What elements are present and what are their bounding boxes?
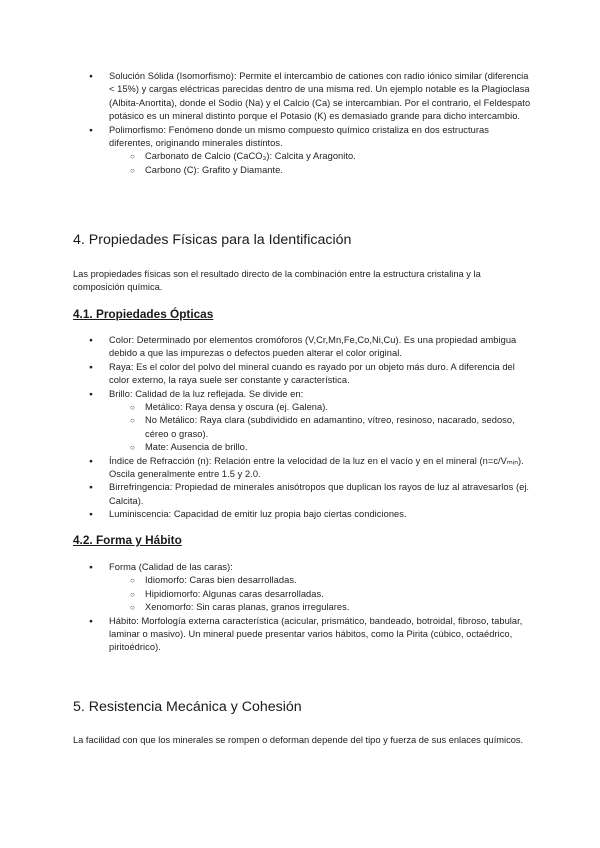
list-item-habito: ● Hábito: Morfología externa característica (acicular, prismático, bandeado, botroidal, fibroso, tabular, laminar o masivo). Un mineral puede presentar varios hábitos, como la Pirita (cúbico, octaédrico, piritoédrico).: [73, 615, 533, 655]
subsection-4-2-heading: 4.2. Forma y Hábito: [73, 533, 182, 547]
form-habit-list: [73, 561, 533, 655]
list-item-solucion-solida: ● Solución Sólida (Isomorfismo): Permite el intercambio de cationes con radio iónico similar (diferencia < 15%) y cargas eléctricas parecidas dentro de una misma red. Un ejemplo notable es la Plagioclasa (Albita-Anortita), donde el Sodio (Na) y el Calcio (Ca) se intercambian. Por el contrario, el Feldespato potásico es un mineral distinto porque el Potasio (K) es demasiado grande para dicho intercambio.: [73, 70, 533, 124]
list-item-refraccion: ● Índice de Refracción (n): Relación entre la velocidad de la luz en el vacío y en el mineral (n=c/Vₘᵢₙ). Oscila generalmente entre 1.5 y 2.0.: [73, 455, 533, 482]
list-item-color: ● Color: Determinado por elementos cromóforos (V,Cr,Mn,Fe,Co,Ni,Cu). Es una propiedad ambigua debido a que las impurezas o defectos pueden alterar el color original.: [73, 334, 533, 361]
list-item-raya: ● Raya: Es el color del polvo del mineral cuando es rayado por un objeto más duro. A diferencia del color externo, la raya suele ser constante y característica.: [73, 361, 533, 388]
list-item-luminiscencia: ● Luminiscencia: Capacidad de emitir luz propia bajo ciertas condiciones.: [73, 508, 533, 521]
list-item-no-metalico: ○ No Metálico: Raya clara (subdividido en adamantino, vítreo, resinoso, nacarado, sedoso, céreo o graso).: [73, 414, 533, 441]
list-item-brillo: ● Brillo: Calidad de la luz reflejada. Se divide en:: [73, 388, 533, 401]
list-item-polimorfismo: ● Polimorfismo: Fenómeno donde un mismo compuesto químico cristaliza en dos estructuras diferentes, originando minerales distintos.: [73, 124, 533, 151]
list-item-forma: ● Forma (Calidad de las caras):: [73, 561, 533, 574]
section-5-heading: 5. Resistencia Mecánica y Cohesión: [73, 699, 302, 715]
list-item-carbono: ○ Carbono (C): Grafito y Diamante.: [73, 164, 533, 177]
section-5-intro: La facilidad con que los minerales se rompen o deforman depende del tipo y fuerza de sus enlaces químicos.: [73, 735, 524, 745]
section-4-heading: 4. Propiedades Físicas para la Identificación: [73, 232, 352, 248]
list-item-idiomorfo: ○ Idiomorfo: Caras bien desarrolladas.: [73, 574, 533, 587]
subsection-4-1-heading: 4.1. Propiedades Ópticas: [73, 307, 214, 321]
list-item-mate: ○ Mate: Ausencia de brillo.: [73, 441, 533, 454]
list-item-xenomorfo: ○ Xenomorfo: Sin caras planas, granos irregulares.: [73, 601, 533, 614]
optical-properties-list: [73, 334, 533, 522]
section-4-intro: Las propiedades físicas son el resultado directo de la combinación entre la estructura cristalina y la composición química.: [73, 269, 481, 293]
list-item-metalico: ○ Metálico: Raya densa y oscura (ej. Galena).: [73, 401, 533, 414]
list-item-hipidiomorfo: ○ Hipidiomorfo: Algunas caras desarrolladas.: [73, 588, 533, 601]
list-item-birrefringencia: ● Birrefringencia: Propiedad de minerales anisótropos que duplican los rayos de luz al atravesarlos (ej. Calcita).: [73, 481, 533, 508]
list-item-carbonato: ○ Carbonato de Calcio (CaCO₃): Calcita y Aragonito.: [73, 150, 533, 163]
isomorphism-list: [73, 70, 533, 177]
